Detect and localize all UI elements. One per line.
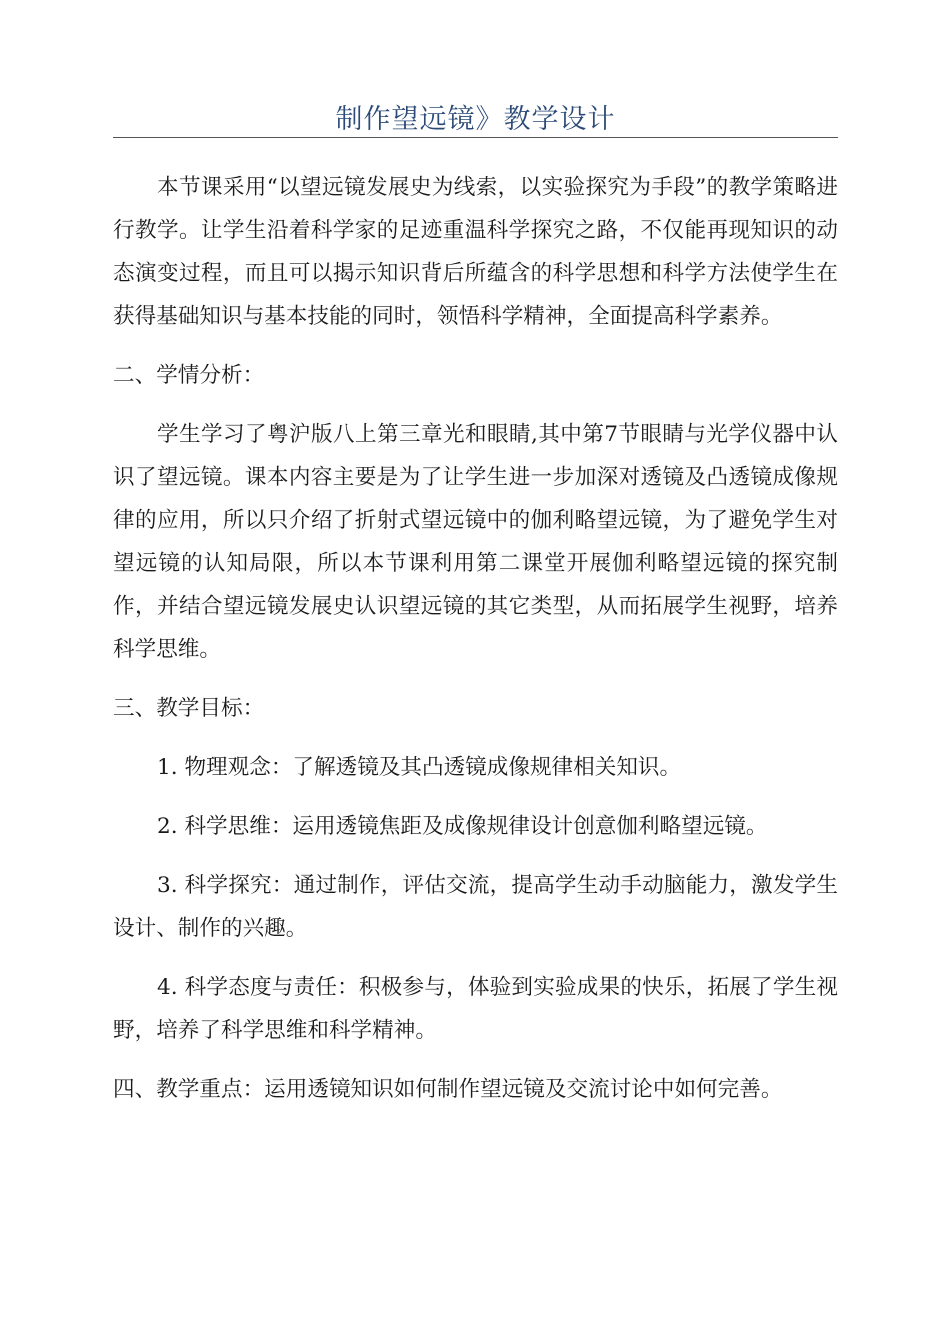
goal-item: 1. 物理观念：了解透镜及其凸透镜成像规律相关知识。 xyxy=(157,755,682,780)
document-page xyxy=(113,100,838,1111)
intro-paragraph: 本节课采用“以望远镜发展史为线索，以实验探究为手段”的教学策略进行教学。让学生沿着科学家的足迹重温科学探究之路，不仅能再现知识的动态演变过程，而且可以揭示知识背后所蕴含的科学思想和科学方法使学生在获得基础知识与基本技能的同时，领悟科学精神，全面提高科学素养。 xyxy=(113,175,838,329)
goal-item: 4. 科学态度与责任：积极参与，体验到实验成果的快乐，拓展了学生视野，培养了科学思维和科学精神。 xyxy=(113,975,838,1043)
learning-analysis-paragraph: 学生学习了粤沪版八上第三章光和眼睛,其中第7节眼睛与光学仪器中认识了望远镜。课本内容主要是为了让学生进一步加深对透镜及凸透镜成像规律的应用，所以只介绍了折射式望远镜中的伽利略望远镜，为了避免学生对望远镜的认知局限，所以本节课利用第二课堂开展伽利略望远镜的探究制作，并结合望远镜发展史认识望远镜的其它类型，从而拓展学生视野，培养科学思维。 xyxy=(113,422,838,662)
document-title: 制作望远镜》教学设计 xyxy=(335,104,616,135)
section-heading-teaching-goals: 三、教学目标： xyxy=(113,696,265,721)
goal-item: 2. 科学思维：运用透镜焦距及成像规律设计创意伽利略望远镜。 xyxy=(157,814,768,839)
section-teaching-focus: 四、教学重点：运用透镜知识如何制作望远镜及交流讨论中如何完善。 xyxy=(113,1077,783,1102)
section-heading-learning-analysis: 二、学情分析： xyxy=(113,363,265,388)
goal-item: 3. 科学探究：通过制作，评估交流，提高学生动手动脑能力，激发学生设计、制作的兴趣。 xyxy=(113,873,838,941)
